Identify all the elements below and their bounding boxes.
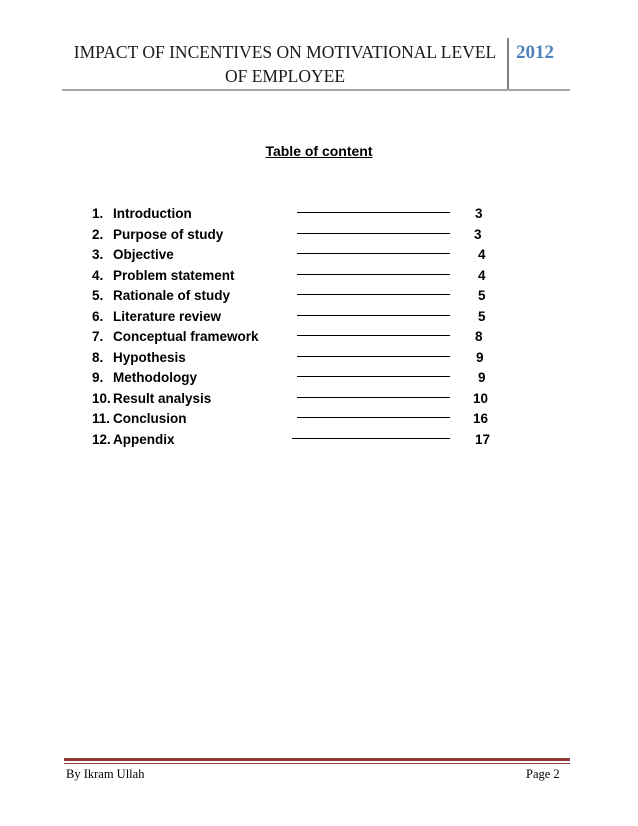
toc-row bbox=[0, 288, 638, 308]
footer-rule-thin bbox=[64, 763, 570, 764]
toc-item-number: 1. bbox=[92, 206, 104, 221]
toc-item-number: 8. bbox=[92, 349, 104, 365]
toc-heading bbox=[0, 143, 638, 159]
toc-row bbox=[0, 329, 638, 349]
header-divider-horizontal bbox=[62, 89, 570, 91]
toc-item-number: 2. bbox=[92, 226, 104, 242]
header-divider-vertical bbox=[507, 38, 509, 90]
toc-item-label: Conceptual framework bbox=[113, 329, 259, 344]
toc-item-label: Result analysis bbox=[113, 390, 212, 406]
footer-author: By Ikram Ullah bbox=[66, 767, 145, 781]
toc-item-label: Methodology bbox=[113, 370, 197, 385]
toc-item-label: Conclusion bbox=[113, 411, 187, 426]
toc-item-page: 8 bbox=[475, 329, 483, 344]
toc-item-number: 12. bbox=[92, 431, 111, 447]
toc-item-label: Problem statement bbox=[113, 267, 235, 283]
toc-leader-line bbox=[297, 233, 450, 234]
toc-row bbox=[0, 227, 638, 247]
toc-item-number: 7. bbox=[92, 329, 104, 344]
toc-row bbox=[0, 432, 638, 452]
toc-item-number: 9. bbox=[92, 370, 104, 385]
toc-item-page: 10 bbox=[473, 390, 489, 406]
toc-item-label: Rationale of study bbox=[113, 288, 231, 303]
toc-item-number: 4. bbox=[92, 267, 104, 283]
toc-item-page: 3 bbox=[474, 226, 482, 242]
toc-row bbox=[0, 411, 638, 431]
document-title bbox=[64, 40, 506, 88]
toc-item-label: Appendix bbox=[113, 431, 175, 447]
toc-item-number: 11. bbox=[92, 411, 111, 426]
toc-item-page: 4 bbox=[478, 247, 486, 262]
document-title-line-1: IMPACT OF INCENTIVES ON MOTIVATIONAL LEVEL bbox=[73, 42, 497, 62]
toc-item-page: 5 bbox=[478, 288, 486, 303]
toc-item-number: 6. bbox=[92, 308, 104, 324]
toc-heading-text: Table of content bbox=[265, 143, 373, 159]
toc-leader-line bbox=[297, 356, 450, 357]
toc-leader-line bbox=[297, 315, 450, 316]
toc-leader-line bbox=[297, 417, 450, 418]
toc-item-page: 16 bbox=[473, 411, 489, 426]
toc-item-label: Objective bbox=[113, 247, 174, 262]
toc-item-label: Hypothesis bbox=[113, 349, 186, 365]
toc-leader-line bbox=[297, 253, 450, 254]
toc-leader-line bbox=[297, 274, 450, 275]
toc-item-label: Introduction bbox=[113, 206, 192, 221]
toc-item-number: 3. bbox=[92, 247, 104, 262]
document-title-line-2: OF EMPLOYEE bbox=[224, 66, 346, 86]
toc-item-page: 4 bbox=[478, 267, 486, 283]
toc-item-label: Purpose of study bbox=[113, 226, 224, 242]
toc-item-page: 3 bbox=[475, 206, 483, 221]
toc-row bbox=[0, 350, 638, 370]
footer-rule-thick bbox=[64, 758, 570, 761]
toc-row bbox=[0, 309, 638, 329]
toc-item-page: 17 bbox=[475, 431, 491, 447]
header-year: 2012 bbox=[516, 42, 554, 63]
toc-leader-line bbox=[297, 294, 450, 295]
toc-item-number: 5. bbox=[92, 288, 104, 303]
toc-row bbox=[0, 268, 638, 288]
toc-row bbox=[0, 206, 638, 226]
toc-row bbox=[0, 247, 638, 267]
toc-leader-line bbox=[297, 335, 450, 336]
toc-row bbox=[0, 370, 638, 390]
toc-item-page: 5 bbox=[478, 308, 486, 324]
toc-leader-line bbox=[297, 376, 450, 377]
toc-item-label: Literature review bbox=[113, 308, 222, 324]
toc-row bbox=[0, 391, 638, 411]
toc-leader-line bbox=[292, 438, 450, 439]
toc-leader-line bbox=[297, 397, 450, 398]
footer-page-number: Page 2 bbox=[526, 767, 560, 781]
toc-item-number: 10. bbox=[92, 390, 111, 406]
toc-item-page: 9 bbox=[478, 370, 486, 385]
toc-leader-line bbox=[297, 212, 450, 213]
toc-item-page: 9 bbox=[476, 349, 484, 365]
